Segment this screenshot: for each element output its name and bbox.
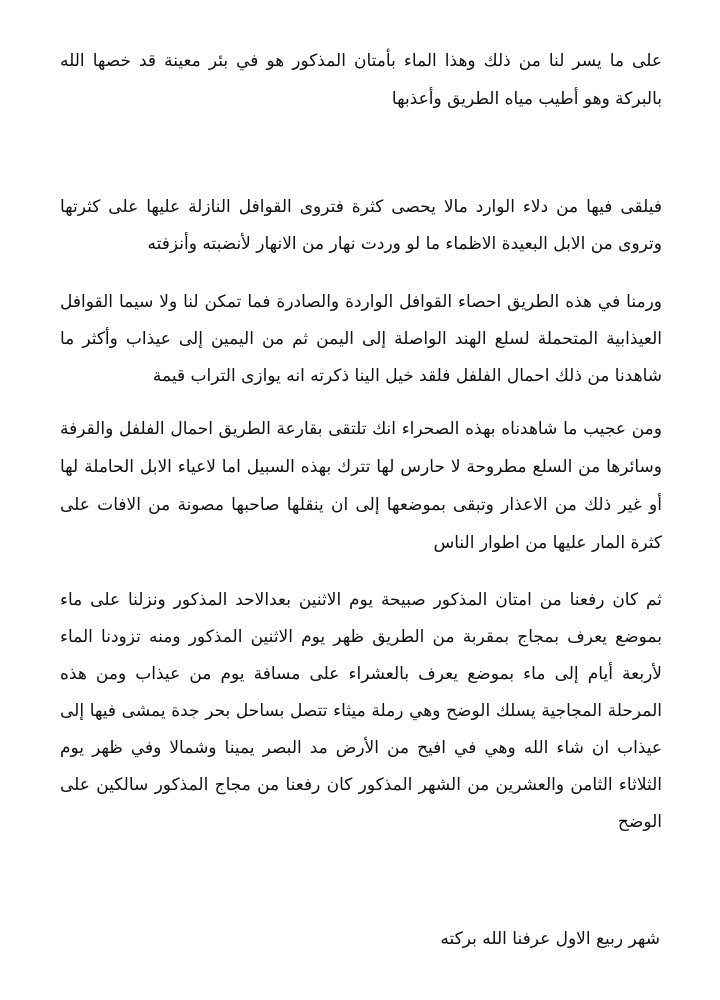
paragraph-4: ومن عجيب ما شاهدناه بهذه الصحراء انك تلتقى بقارعة الطريق احمال الفلفل والقرفة وسائرها من السلع مطروحة لا حارس لها تترك بهذه السبيل اما لاعياء الابل الحاملة لها أو غير ذلك من الاعذار وتبقى بموضعها إلى ان ينقلها صاحبها مصونة من الافات على كثرة المار عليها من اطوار الناس (60, 419, 662, 553)
paragraph-2: فيلقى فيها من دلاء الوارد مالا يحصى كثرة فتروى القوافل النازلة عليها على كثرتها وتروى من الابل البعيدة الاظماء ما لو وردت نهار من الانهار لأنضبته وأنزفته (60, 197, 662, 254)
paragraph-1: على ما يسر لنا من ذلك وهذا الماء بأمتان المذكور هو في بئر معينة قد خصها الله بالبركة وهو أطيب مياه الطريق وأعذبها (60, 51, 662, 109)
paragraph-5: ثم كان رفعنا من امتان المذكور صبيحة يوم الاثنين بعدالاحد المذكور ونزلنا على ماء بموضع يعرف بمجاج بمقربة من الطريق ظهر يوم الاثنين المذكور ومنه تزودنا الماء لأربعة أيام إلى ماء بموضع يعرف بالعشراء على مسافة يوم من عيذاب ومن هذه المرحلة المجاجية يسلك الوضح وهي رملة ميثاء تتصل بساحل بحر جدة يمشى فيها إلى عيذاب ان شاء الله وهي في افيح من الأرض مد البصر يمينا وشمالا وفي ظهر يوم الثلاثاء الثامن والعشرين من الشهر المذكور كان رفعنا من مجاج المذكور سالكين على الوضح (60, 590, 662, 832)
month-heading: شهر ربيع الاول عرفنا الله بركته (440, 929, 660, 949)
paragraph-3: ورمنا في هذه الطريق احصاء القوافل الواردة والصادرة فما تمكن لنا ولا سيما القوافل العيذابية المتحملة لسلع الهند الواصلة إلى اليمن ثم من اليمين إلى عيذاب وأكثر ما شاهدنا من ذلك احمال الفلفل فلقد خيل الينا ذكرته انه يوازى التراب قيمة (60, 292, 662, 386)
